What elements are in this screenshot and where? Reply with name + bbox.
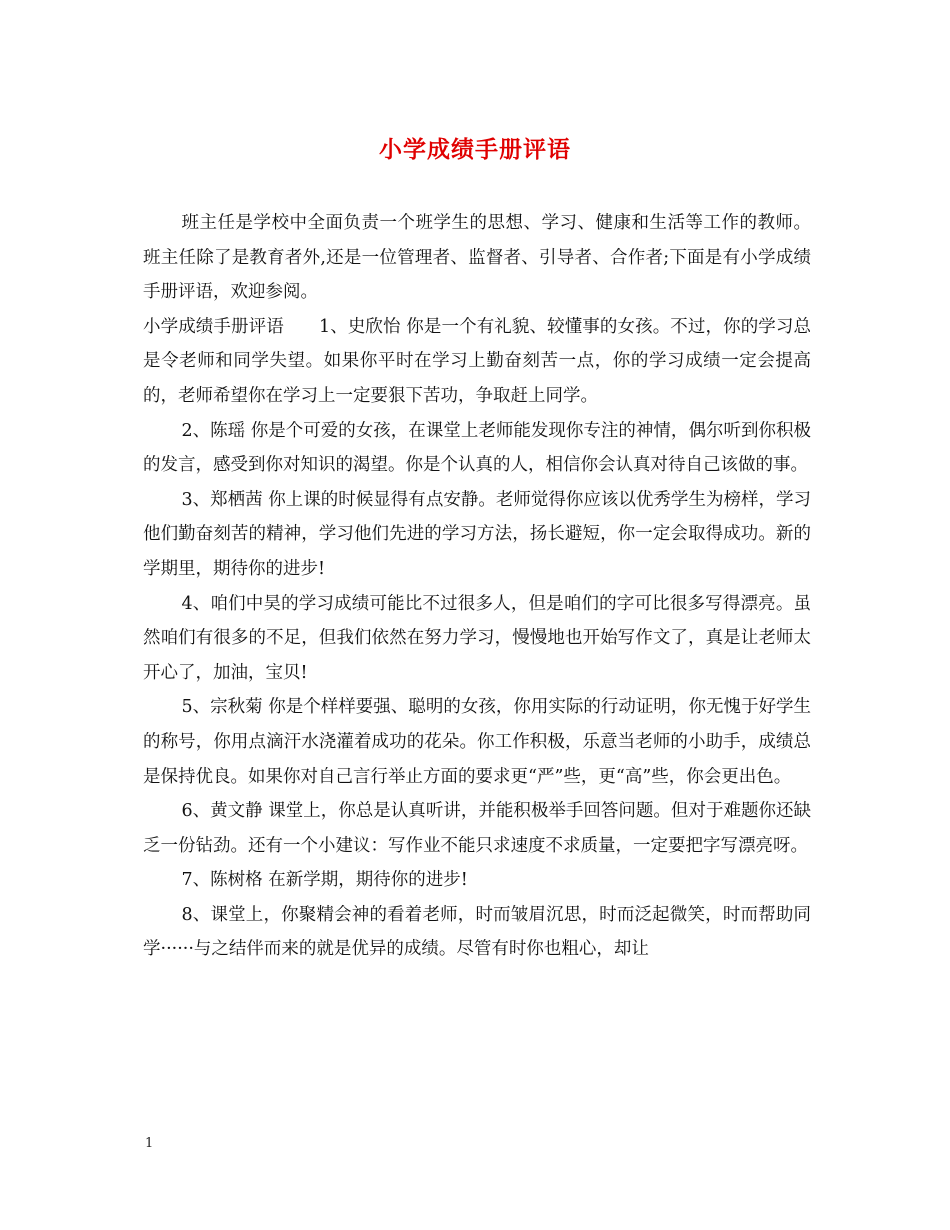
document-title: 小学成绩手册评语 [379,136,571,163]
paragraph-comment-8: 8、课堂上，你聚精会神的看着老师，时而皱眉沉思，时而泛起微笑，时而帮助同学······与之结伴而来的就是优异的成绩。尽管有时你也粗心，却让 [143,904,811,960]
paragraph-comment-4: 4、咱们中昊的学习成绩可能比不过很多人，但是咱们的字可比很多写得漂亮。虽然咱们有很多的不足，但我们依然在努力学习，慢慢地也开始写作文了，真是让老师太开心了，加油，宝贝! [143,593,811,683]
paragraph-comment-3: 3、郑栖茜 你上课的时候显得有点安静。老师觉得你应该以优秀学生为榜样，学习他们勤奋刻苦的精神，学习他们先进的学习方法，扬长避短，你一定会取得成功。新的学期里，期待你的进步! [143,489,811,579]
paragraph-comment-7: 7、陈树格 在新学期，期待你的进步! [181,870,468,891]
document-body [143,206,811,967]
page-number: 1 [145,1136,154,1151]
paragraph-comment-5: 5、宗秋菊 你是个样样要强、聪明的女孩，你用实际的行动证明，你无愧于好学生的称号，你用点滴汗水浇灌着成功的花朵。你工作积极，乐意当老师的小助手，成绩总是保持优良。如果你对自己言行举止方面的要求更“严”些，更“高”些，你会更出色。 [143,697,811,787]
paragraph-intro: 班主任是学校中全面负责一个班学生的思想、学习、健康和生活等工作的教师。班主任除了是教育者外,还是一位管理者、监督者、引导者、合作者;下面是有小学成绩手册评语，欢迎参阅。 [143,213,811,303]
paragraph-comment-6: 6、黄文静 课堂上，你总是认真听讲，并能积极举手回答问题。但对于难题你还缺乏一份钻劲。还有一个小建议：写作业不能只求速度不求质量，一定要把字写漂亮呀。 [143,801,811,856]
paragraph-comment-1: 小学成绩手册评语 1、史欣怡 你是一个有礼貌、较懂事的女孩。不过，你的学习总是令老师和同学失望。如果你平时在学习上勤奋刻苦一点，你的学习成绩一定会提高的，老师希望你在学习上一定要狠下苦功，争取赶上同学。 [143,316,811,406]
paragraph-comment-2: 2、陈瑶 你是个可爱的女孩，在课堂上老师能发现你专注的神情，偶尔听到你积极的发言，感受到你对知识的渴望。你是个认真的人，相信你会认真对待自己该做的事。 [143,420,811,476]
